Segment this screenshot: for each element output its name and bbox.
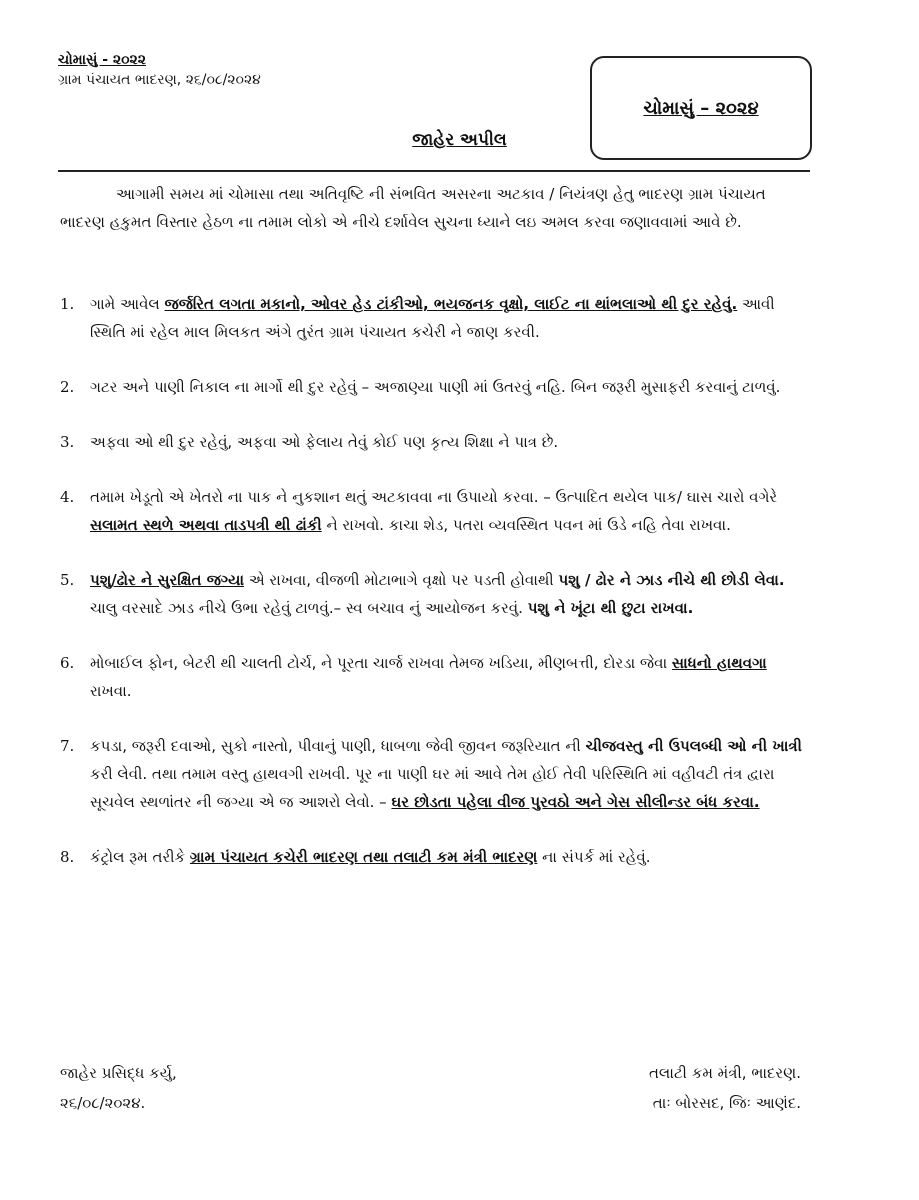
- instruction-item: [60, 649, 812, 705]
- header-block: [58, 52, 261, 88]
- emphasized-text: ઘર છોડતા પહેલા વીજ પુરવઠો અને ગેસ સીલીન્ડર બંધ કરવા.: [391, 793, 760, 811]
- item-text: [90, 649, 812, 705]
- item-number: 6.: [60, 654, 75, 672]
- item-text: [90, 843, 812, 871]
- signatory-location: તાઃ બોરસદ, જિઃ આણંદ.: [652, 1094, 801, 1112]
- monsoon-year-label: ચોમાસું – ૨૦૨૪: [643, 97, 759, 119]
- instruction-item: [60, 428, 812, 456]
- emphasized-text: સાધનો હાથવગા: [671, 654, 767, 672]
- instruction-item: [60, 566, 812, 622]
- instruction-item: [60, 373, 812, 401]
- item-text: [90, 428, 812, 456]
- emphasized-text: સલામત સ્થળે અથવા તાડપત્રી થી ઢાંકી: [90, 516, 322, 534]
- instruction-list: [60, 290, 812, 871]
- intro-paragraph: આગામી સમય માં ચોમાસા તથા અતિવૃષ્ટિ ની સંભવિત અસરના અટકાવ / નિયંત્રણ હેતુ ભાદરણ ગ્રામ પંચાયત ભાદરણ હકુમત વિસ્તાર હેઠળ ના તમામ લોકો એ નીચે દર્શાવેલ સુચના ધ્યાને લઇ અમલ કરવા જણાવવામાં આવે છે.: [60, 185, 766, 231]
- item-number: 5.: [60, 571, 75, 589]
- published-label: જાહેર પ્રસિદ્ધ કર્યુ,: [60, 1064, 177, 1082]
- text-segment: ને રાખવો. કાચા શેડ, પતરા વ્યવસ્થિત પવન માં ઉડે નહિ તેવા રાખવા.: [321, 516, 731, 534]
- text-segment: ચાલુ વરસાદે ઝાડ નીચે ઉભા રહેવું ટાળવું.– સ્વ બચાવ નું આયોજન કરવું.: [90, 599, 528, 617]
- instruction-item: [60, 483, 812, 539]
- text-segment: મોબાઈલ ફોન, બેટરી થી ચાલતી ટોર્ચ, ને પૂરતા ચાર્જ રાખવા તેમજ ખડિયા, મીણબત્તી, દોરડા જેવા: [90, 654, 672, 672]
- instruction-item: [60, 843, 812, 871]
- text-segment: અફવા ઓ થી દુર રહેવું, અફવા ઓ ફેલાય તેવું કોઈ પણ કૃત્ય શિક્ષા ને પાત્ર છે.: [90, 433, 559, 451]
- item-number: 7.: [60, 737, 75, 755]
- heading-divider: [58, 170, 810, 172]
- emphasized-text: પશુ/ઢોર ને સુરક્ષિત જગ્યા: [90, 571, 245, 589]
- signatory-block: [649, 1058, 801, 1118]
- text-segment: ગામે આવેલ: [90, 295, 165, 313]
- text-segment: કંટ્રોલ રૂમ તરીકે: [90, 848, 190, 866]
- emphasized-text: ચીજવસ્તુ ની ઉપલબ્ધી ઓ ની ખાત્રી: [585, 737, 802, 755]
- publication-note: [60, 1058, 177, 1118]
- text-segment: આવી સ્થિતિ માં રહેલ માલ મિલકત અંગે તુરંત ગ્રામ પંચાયત કચેરી ને જાણ કરવી.: [90, 295, 775, 341]
- item-number: 8.: [60, 848, 75, 866]
- text-segment: કરી લેવી. તથા તમામ વસ્તુ હાથવગી રાખવી. પૂર ના પાણી ઘર માં આવે તેમ હોઈ તેવી પરિસ્થિતિ માં વહીવટી તંત્ર દ્વારા સૂચવેલ સ્થળાંતર ની જગ્યા એ જ આશરો લેવો. –: [90, 765, 775, 811]
- signatory-title: તલાટી કમ મંત્રી, ભાદરણ.: [648, 1064, 801, 1082]
- instruction-item: [60, 290, 812, 346]
- item-text: [90, 373, 812, 401]
- appeal-heading: જાહેર અપીલ: [412, 130, 507, 150]
- document-subtitle: ગ્રામ પંચાયત ભાદરણ, ૨૬/૦૮/૨૦૨૪: [58, 72, 261, 88]
- text-segment: એ રાખવા, વીજળી મોટાભાગે વૃક્ષો પર પડતી હોવાથી: [244, 571, 559, 589]
- item-text: [90, 483, 812, 539]
- text-segment: તમામ ખેડૂતો એ ખેતરો ના પાક ને નુકશાન થતું અટકાવવા ના ઉપાયો કરવા. – ઉત્પાદિત થયેલ પાક/ ઘાસ ચારો વગેરે: [90, 488, 778, 506]
- item-text: [90, 566, 812, 622]
- item-text: [90, 290, 812, 346]
- emphasized-text: ગ્રામ પંચાયત કચેરી ભાદરણ તથા તલાટી કમ મંત્રી ભાદરણ: [189, 848, 538, 866]
- item-number: 4.: [60, 488, 75, 506]
- emphasized-text: જર્જરિત લગતા મકાનો, ઓવર હેડ ટાંકીઓ, ભયજનક વૃક્ષો, લાઈટ ના થાંભલાઓ થી દુર રહેવું.: [164, 295, 738, 313]
- item-number: 3.: [60, 433, 75, 451]
- document-title: ચોમાસું - ૨૦૨૨: [58, 52, 146, 68]
- item-number: 2.: [60, 378, 75, 396]
- published-date: ૨૬/૦૮/૨૦૨૪.: [60, 1094, 146, 1112]
- instruction-item: [60, 732, 812, 816]
- text-segment: ગટર અને પાણી નિકાલ ના માર્ગો થી દુર રહેવું – અજાણ્યા પાણી માં ઉતરવું નહિ. બિન જરૂરી મુસાફરી કરવાનું ટાળવું.: [90, 378, 781, 396]
- emphasized-text: પશુ / ઢોર ને ઝાડ નીચે થી છોડી લેવા.: [558, 571, 785, 589]
- emphasized-text: પશુ ને ખૂંટા થી છુટા રાખવા.: [527, 599, 694, 617]
- item-text: [90, 732, 812, 816]
- text-segment: રાખવા.: [90, 682, 132, 700]
- item-number: 1.: [60, 295, 75, 313]
- text-segment: ના સંપર્ક માં રહેવું.: [537, 848, 651, 866]
- text-segment: કપડા, જરૂરી દવાઓ, સુકો નાસ્તો, પીવાનું પાણી, ધાબળા જેવી જીવન જરૂરિયાત ની: [90, 737, 586, 755]
